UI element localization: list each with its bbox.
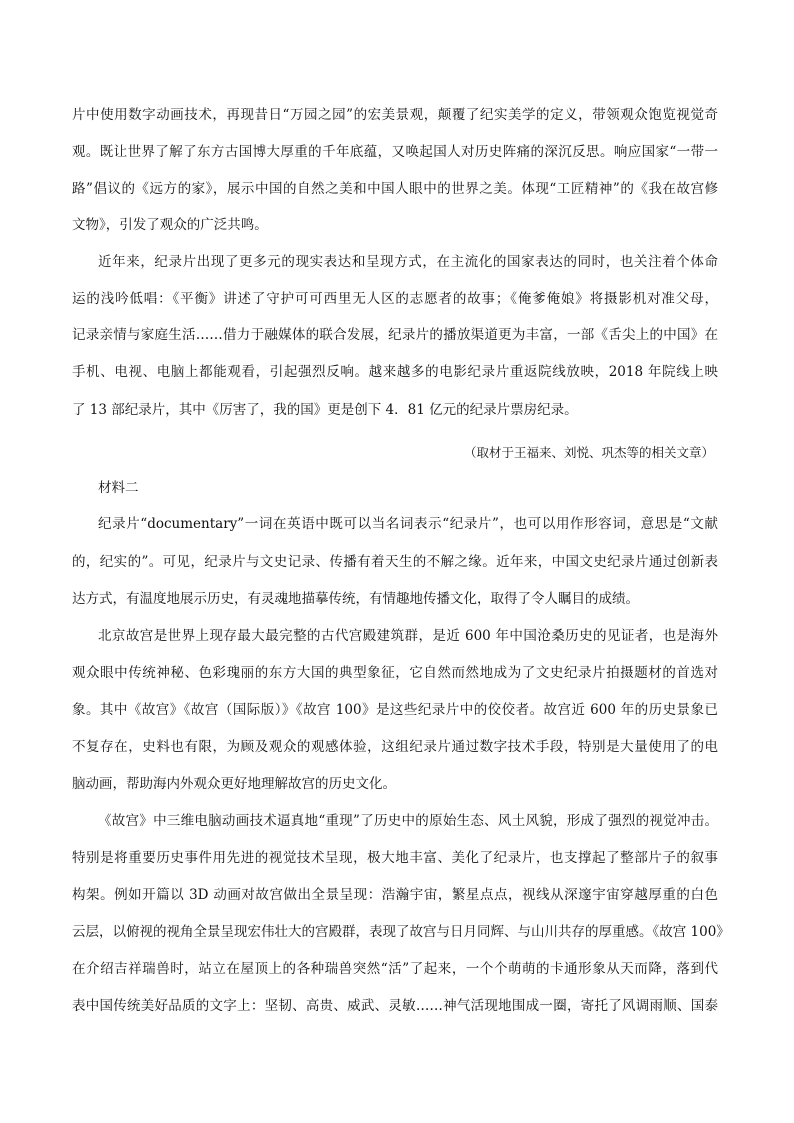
text-line: 近年来，纪录片出现了更多元的现实表达和呈现方式，在主流化的国家表达的同时，也关注着个体命 — [98, 254, 718, 270]
text-line: 文物》，引发了观众的广泛共鸣。 — [72, 217, 268, 233]
source-citation: （取材于王福来、刘悦、巩杰等的相关文章） — [463, 445, 714, 460]
text-line: 象。其中《故宫》《故宫（国际版）》《故宫 100》是这些纪录片中的佼佼者。故宫近 600 年的历史景象已 — [72, 702, 718, 718]
text-line: 纪录片“documentary”一词在英语中既可以当名词表示“纪录片”，也可以用作形容词，意思是“文献 — [98, 516, 718, 532]
text-line: 北京故宫是世界上现存最大最完整的古代宫殿建筑群，是近 600 年中国沧桑历史的见证者，也是海外 — [98, 628, 718, 644]
text-line: 片中使用数字动画技术，再现昔日“万园之园”的宏美景观，颠覆了纪实美学的定义，带领观众饱览视觉奇 — [72, 107, 718, 123]
text-line: 路”倡议的《远方的家》，展示中国的自然之美和中国人眼中的世界之美。体现“工匠精神”的《我在故宫修 — [72, 181, 718, 197]
section-heading: 材料二 — [98, 480, 139, 496]
text-line: 手机、电视、电脑上都能观看，引起强烈反响。越来越多的电影纪录片重返院线放映，2018 年院线上映 — [72, 364, 718, 380]
text-line: 了 13 部纪录片，其中《厉害了，我的国》更是创下 4．81 亿元的纪录片票房纪录。 — [72, 402, 578, 418]
text-line: 《故宫》中三维电脑动画技术逼真地“重现”了历史中的原始生态、风土风貌，形成了强烈的视觉冲击。 — [98, 813, 718, 829]
text-line: 构架。例如开篇以 3D 动画对故宫做出全景呈现：浩瀚宇宙，繁星点点，视线从深邃宇宙穿越厚重的白色 — [72, 887, 718, 903]
text-line: 不复存在，史料也有限，为顾及观众的观感体验，这组纪录片通过数字技术手段，特别是大量使用了的电 — [72, 739, 718, 755]
text-line: 脑动画，帮助海内外观众更好地理解故宫的历史文化。 — [72, 776, 396, 792]
text-line: 观。既让世界了解了东方古国博大厚重的千年底蕴，又唤起国人对历史阵痛的深沉反思。响应国家“一带一 — [72, 144, 718, 160]
text-line: 云层，以俯视的视角全景呈现宏伟壮大的宫殿群，表现了故宫与日月同辉、与山川共存的厚重感。《故宫 100》 — [72, 924, 730, 940]
text-line: 观众眼中传统神秘、色彩瑰丽的东方大国的典型象征，它自然而然地成为了文史纪录片拍摄题材的首选对 — [72, 665, 718, 681]
text-line: 表中国传统美好品质的文字上：坚韧、高贵、威武、灵敏……神气活现地围成一圈，寄托了风调雨顺、国泰 — [72, 998, 718, 1014]
text-line: 在介绍吉祥瑞兽时，站立在屋顶上的各种瑞兽突然“活”了起来，一个个萌萌的卡通形象从天而降，落到代 — [72, 961, 718, 977]
text-line: 记录亲情与家庭生活……借力于融媒体的联合发展，纪录片的播放渠道更为丰富，一部《舌尖上的中国》在 — [72, 327, 718, 343]
text-line: 的，纪实的”。可见，纪录片与文史记录、传播有着天生的不解之缘。近年来，中国文史纪录片通过创新表 — [72, 554, 718, 570]
text-line: 特别是将重要历史事件用先进的视觉技术呈现，极大地丰富、美化了纪录片，也支撑起了整部片子的叙事 — [72, 850, 718, 866]
text-line: 运的浅吟低唱：《平衡》讲述了守护可可西里无人区的志愿者的故事；《俺爹俺娘》将摄影机对准父母， — [72, 291, 718, 307]
text-line: 达方式，有温度地展示历史，有灵魂地描摹传统，有情趣地传播文化，取得了令人瞩目的成绩。 — [72, 591, 639, 607]
